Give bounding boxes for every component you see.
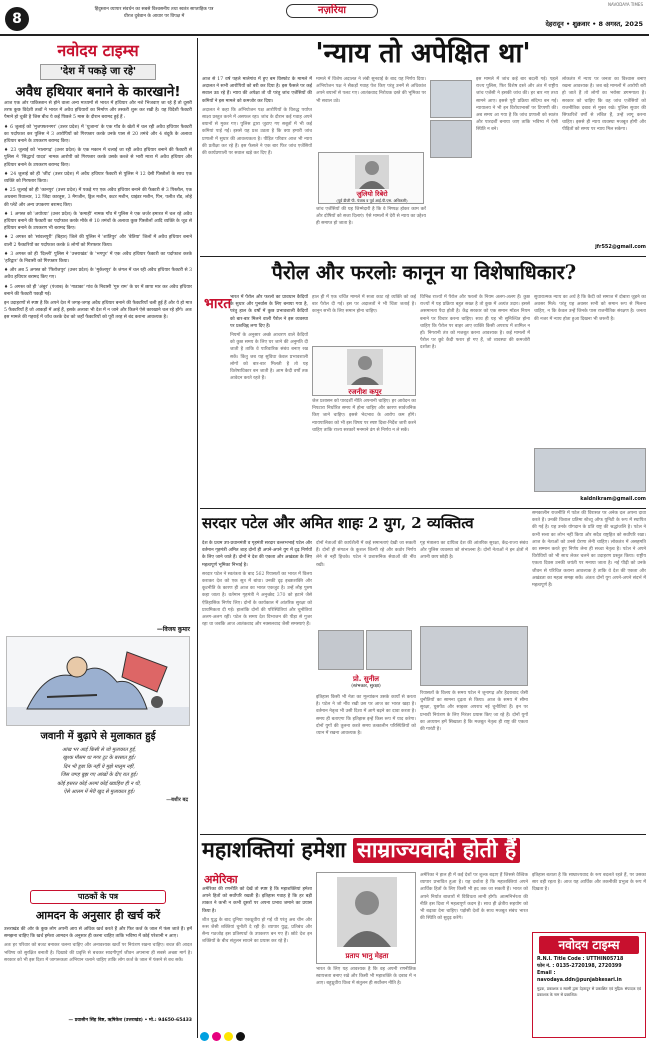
registration-dot <box>236 1032 245 1041</box>
patel-headline: सरदार पटेल और अमित शाहः 2 युग, 2 व्यक्तित्व <box>202 514 474 532</box>
top-author-desc: (पूर्व डीजी पी. पंजाब व पूर्व आई.पी.एस. अधिकारी) <box>336 198 408 203</box>
imprint-line: Email : navodaya.ddn@punjabkesari.in <box>537 971 622 983</box>
author-photo <box>347 349 383 385</box>
top-photo-1 <box>430 80 472 118</box>
editorial-item: ♦ 2 अगस्त को 'सांवलपुरी' (बिहार) जिले की पुलिस ने 'शांतिपुर' और 'बेतिया' जिलों में अवैध हथियार बनाने वाली 2 फैक्टरियों का पर्दाफाश करके 8 लोगों को गिरफ्तार किया। <box>4 235 192 248</box>
author-photo <box>337 877 397 947</box>
bottom-headline <box>202 836 646 866</box>
poem-line: खुश्क मौसम था मगर टूट के बरसात हुई। <box>62 755 136 762</box>
patel-body-col2: दोनों नेताओं की कार्यशैली में कई समानताएं देखी जा सकती हैं। दोनों ही संगठन के कुशल शिल्पी रहे और कठोर निर्णय लेने से नहीं हिचके। पटेल ने प्रशासनिक सेवाओं की नींव रखी। <box>316 541 416 568</box>
mid-photo <box>534 448 646 492</box>
section-rule <box>200 256 646 257</box>
imprint-line: फोन नं. : 0135-2720198, 2720399 <box>537 964 622 969</box>
mid-body-col3: विभिन्न राज्यों में पैरोल और फरलो के नियम अलग-अलग हैं। कुछ राज्यों में यह प्रक्रिया बहुत सख्त है तो कुछ में अत्यंत उदार। इससे असमानता पैदा होती है। केंद्र सरकार को एक समान मॉडल नियम बनाने पर विचार करना चाहिए। साथ ही यह भी सुनिश्चित होना चाहिए कि पैरोल पर बाहर आए व्यक्ति किसी अपराध में शामिल न हों। निगरानी तंत्र को मजबूत करना आवश्यक है। कई मामलों में पैरोल पर छूटे कैदी फरार हो गए हैं, जो व्यवस्था की कमजोरी दर्शाता है। <box>420 295 530 351</box>
mid-body-col4: सुधारात्मक न्याय का अर्थ है कि कैदी को समाज में दोबारा जुड़ने का अवसर मिले। परंतु यह अवसर सभी को समान रूप से मिलना चाहिए, न कि केवल उन्हें जिनके पास राजनीतिक संरक्षण है। जनता की नजर में न्याय होता हुआ दिखना भी जरूरी है। <box>534 295 646 322</box>
editorial-signoff: —विजय कुमार <box>156 626 190 633</box>
author-photo <box>355 155 389 189</box>
mid-email: kaldnikram@gmail.com <box>580 496 646 502</box>
mid-author-box <box>312 346 416 396</box>
poem-line: कोई हसरत कोई अरमां कोई ख्वाहिश ही न थी, <box>57 780 141 787</box>
bottom-headline-red: साम्राज्यवादी होती हैं <box>353 838 520 863</box>
poem-line: ऐसे आलम में मेरी खुद से मुलाकात हुई। <box>63 789 135 796</box>
patel-body-col4: समकालीन राजनीति में पटेल की विरासत पर अनेक दल अपना दावा करते हैं। उनकी विशाल प्रतिमा स्टैच्यू ऑफ यूनिटी के रूप में स्थापित की गई है। यह उनके योगदान के प्रति राष्ट्र की श्रद्धांजलि है। पटेल ने कभी सत्ता का लोभ नहीं किया और सदैव राष्ट्रहित को सर्वोपरि रखा। आज के नेताओं को उनसे प्रेरणा लेनी चाहिए। लोकतंत्र में असहमति का सम्मान करते हुए निर्णय लेना ही सच्चा नेतृत्व है। पटेल ने अपने विरोधियों को भी साथ लेकर चलने का उदाहरण प्रस्तुत किया। राष्ट्रीय एकता दिवस उनकी जयंती पर मनाया जाता है। नई पीढ़ी को उनके जीवन से परिचित कराना आवश्यक है ताकि वे देश की एकता और अखंडता का महत्व समझ सकें। अंततः दोनों युग अपने-अपने संदर्भ में महत्वपूर्ण हैं। <box>532 511 646 589</box>
letter-body: उत्तराखंड की ओर के कुछ लोग अपनी आय से अधिक खर्च करते हैं और फिर कर्ज के जाल में फंस जाते हैं। हमें समझना चाहिए कि खर्च हमेशा आमदन के अनुसार ही करना चाहिए ताकि भविष्य में कोई परेशानी न आए। अतः हर परिवार को बजट बनाकर चलना चाहिए और अनावश्यक खर्चों पर नियंत्रण रखना चाहिए। बचत की आदत भविष्य को सुरक्षित बनाती है। दिखावे की प्रवृत्ति से बचकर सादगीपूर्ण जीवन अपनाना ही सबसे अच्छा मार्ग है। सरकार को भी इस दिशा में जागरूकता अभियान चलाने चाहिए ताकि लोग कर्ज के जाल में फंसने से बच सकें। <box>4 927 192 963</box>
top-author-box <box>318 152 424 204</box>
editorial-kicker: 'देश में पकड़े जा रहे' <box>40 64 156 80</box>
poem <box>10 746 188 805</box>
top-headline: 'न्याय तो अपेक्षित था' <box>315 38 531 69</box>
mid-author-name: रजनीश कपूर <box>348 388 382 396</box>
paper-name-small: NAVODAYA TIMES <box>607 2 643 7</box>
registration-dot <box>224 1032 233 1041</box>
bottom-headline-black: महाशक्तियां हमेशा <box>202 838 346 863</box>
page-header <box>0 0 649 36</box>
bottom-dropcap: अमेरिका <box>204 873 238 886</box>
top-body-col2: मामले में विशेष अदालत ने लंबी सुनवाई के बाद यह निर्णय दिया। अभियोजन पक्ष ने सैकड़ों गवाह पेश किए परंतु उनमें से अधिकांश अपने बयानों से पलट गए। आतंकवाद निरोधक दस्ते की भूमिका पर भी सवाल उठे। <box>316 77 426 104</box>
editorial-conclusion: इन उदाहरणों से स्पष्ट है कि अपने देश में जगह-जगह अवैध हथियार बनाने की फैक्टरियाँ चली हुई हैं और ये हो मात्र 5 फैक्टरियाँ हैं जो आकड़ों में आई हैं, इसके अलावा भी देश में न जाने और कितने ऐसे कारखाने चल रहे होंगे। अतः इस मामले की गहराई में जाँच करके देश को जहाँ फैक्टरियों को पूरी तरह से बंद कराना आवश्यक है। <box>4 301 192 321</box>
patel-body-col2b: इतिहास किसी भी नेता का मूल्यांकन उसके कार्यों से करता है। पटेल ने जो नींव रखी उस पर आज का भारत खड़ा है। वर्तमान नेतृत्व भी उसी दिशा में आगे बढ़ने का दावा करता है। समय ही बताएगा कि इतिहास इन्हें किस रूप में याद करेगा। दोनों युगों की तुलना करते समय तत्कालीन परिस्थितियों को ध्यान में रखना आवश्यक है। <box>316 695 416 737</box>
mid-body-col2: हाल ही में एक चर्चित मामले में सजा काट रहे व्यक्ति को कई बार पैरोल दी गई। इस पर अदालतों ने भी चिंता जताई है। कानून सभी के लिए समान होना चाहिए। <box>312 295 416 315</box>
top-email: jfr552@gmail.com <box>595 244 646 250</box>
editorial-headline: अवैध हथियार बनाने के कारखाने! <box>15 84 181 100</box>
cartoon-illustration <box>7 637 190 726</box>
column-rule <box>197 38 198 1038</box>
bottom-body-col4: इतिहास बताता है कि साम्राज्यवाद के रूप बदलते रहते हैं, पर उसका सार वही रहता है। आज यह आर्थिक और तकनीकी प्रभुत्व के रूप में दिखता है। <box>532 873 646 893</box>
editorial-intro: आज एक ओर पाकिस्तान से होने वाला अन्य माध्यमों से भारत में हथियार और नशे भिजवाए जा रहे हैं तो दूसरी तरफ कुछ विदेशी तत्वों ने भारत में अवैध हथियारों का निर्माण और तस्करी शुरू कर रखी है। यह विदेशी फैक्टरी पैमाने हो चुकी है जिस बीच ये कई पिछले 5 मास के दौरान बरामद हुई हैं : <box>4 101 192 121</box>
imprint-line: R.N.I. Title Code : UTTHIN05718 <box>537 957 624 962</box>
top-body-col1: आज से 17 वर्ष पहले मालेगांव में हुए बम विस्फोट के मामले में अदालत ने सभी आरोपियों को बरी कर दिया है। इस फैसले पर कई सवाल उठ रहे हैं। न्याय की अपेक्षा तो थी परंतु जांच एजेंसियों की कमियों ने इस मामले को कमजोर कर दिया। अदालत ने कहा कि अभियोजन पक्ष आरोपियों के विरुद्ध पर्याप्त साक्ष्य प्रस्तुत करने में असफल रहा। जांच के दौरान कई गवाह अपने बयानों से मुकर गए। पुलिस द्वारा जुटाए गए सबूतों में भी कई कमियां पाई गईं। इससे यह प्रश्न उठता है कि क्या हमारी जांच प्रणाली में सुधार की आवश्यकता है। पीड़ित परिवार आज भी न्याय की प्रतीक्षा कर रहे हैं। इस फैसले ने एक बार फिर जांच एजेंसियों की कार्यप्रणाली पर सवाल खड़े कर दिए हैं। <box>202 77 312 157</box>
imprint-small: मुद्रक, प्रकाशक व स्वामी द्वारा देहरादून से प्रकाशित एवं मुद्रित। संपादक एवं प्रकाशक के नाम से प्रकाशित। <box>537 986 641 997</box>
patel-body-col3b: रियासतों के विलय के समय पटेल ने जूनागढ़ और हैदराबाद जैसी चुनौतियों का सामना दृढ़ता से किया। आज के समय में सीमा सुरक्षा, घुसपैठ और साइबर अपराध नई चुनौतियां हैं। इन पर प्रभावी नियंत्रण के लिए निरंतर प्रयास किए जा रहे हैं। दोनों युगों का अध्ययन हमें सिखाता है कि मजबूत नेतृत्व ही राष्ट्र की एकता की गारंटी है। <box>420 691 528 733</box>
letters-header: पाठकों के पत्र <box>30 890 166 904</box>
bottom-author-photo <box>316 872 416 964</box>
cartoon-caption: जवानी में बुढ़ापे से मुलाकात हुई <box>40 731 156 742</box>
editorial-body <box>4 100 192 612</box>
patel-author-name: प्रो. सुनील <box>352 675 380 683</box>
patel-body-col3: गृह मंत्रालय का दायित्व देश की आंतरिक सुरक्षा, केंद्र-राज्य संबंध और पुलिस व्यवस्था को संभालना है। दोनों नेताओं ने इन क्षेत्रों में अपनी छाप छोड़ी है। <box>420 541 528 561</box>
section-label: नज़रिया <box>286 4 378 18</box>
imprint-box <box>532 932 646 1038</box>
top-author-name: जुलियो रिबेरो <box>356 190 388 198</box>
dateline: देहरादून • शुक्रवार • 8 अगस्त, 2025 <box>545 20 643 28</box>
cartoon <box>6 636 190 726</box>
patel-photo-3 <box>420 626 528 686</box>
masthead-logo: नवोदय टाइम्स <box>57 41 139 60</box>
patel-author-desc: (स्तंभकार, सुरक्षा) <box>351 684 381 689</box>
editorial-item: ♦ 5 अगस्त को ही 'अंबुर' (पंजाब) के 'गाडाका' गांव के निवासी 'गुरु राम' के घर में छापा मार कर अवैध हथियार बनाने की फैक्टरी पकड़ी गई। <box>4 284 192 297</box>
bottom-author-name: प्रताप भानु मेहता <box>345 952 389 960</box>
top-photo-2 <box>430 120 472 158</box>
editorial-item: ♦ 6 जुलाई को 'मुजफ्फरनगर' (उत्तर प्रदेश) में 'थुजाना' के एक गाँव के खेतों में चल रही अवैध हथियार फैक्टरी का पर्दाफाश कर पुलिस ने 3 आरोपियों को गिरफ्तार करके उनके पास से 20 तमंचे और 4 बंदूकें के अलावा हथियार बनाने के उपकरण बरामद किए। <box>4 124 192 145</box>
poem-signoff: —बशीर बद्र <box>166 797 188 804</box>
page-number-badge: 8 <box>5 7 29 31</box>
imprint-logo: नवोदय टाइम्स <box>539 936 639 954</box>
patel-photo-1 <box>318 630 364 670</box>
mid-headline: पैरोल और फरलोः कानून या विशेषाधिकार? <box>271 261 577 284</box>
editorial-item: ♦ 24 जुलाई को ही 'जींद' (उत्तर प्रदेश) में अवैध हथियार फैक्टरी से पुलिस ने 12 देसी पिस्तौलों के साथ एक व्यक्ति को गिरफ्तार किया। <box>4 171 192 185</box>
poem-line: दिन भी डूबा कि नहीं ये मुझे मालूम नहीं, <box>63 763 135 770</box>
section-rule <box>200 834 646 835</box>
mid-dropcap: भारत <box>204 296 232 312</box>
editorial-item: ♦ 1 अगस्त को 'अयोध्या' (उत्तर प्रदेश) के 'कमाही' नामक गाँव में पुलिस ने एक जर्जर इमारत में चल रहे अवैध हथियार बनाने की फैक्टरी का पर्दाफाश करके मौके से 10 तमंचों के अलावा कुछ पिस्तौलों आदि व्यक्ति के जूठ से हथियार बनाने के उपकरण भी बरामद किए। <box>4 211 192 232</box>
bottom-body-col2: भारत के लिए यह आवश्यक है कि वह अपनी रणनीतिक स्वायत्तता बनाए रखे और किसी भी महाशक्ति के दबाव में न आए। बहुध्रुवीय विश्व में संतुलन ही सर्वोत्तम नीति है। <box>316 967 416 987</box>
patel-body-col1: देश के प्रथम उप-प्रधानमंत्री व गृहमंत्री सरदार वल्लभभाई पटेल और वर्तमान गृहमंत्री अमित शाह दोनों ही अपने-अपने युग में दृढ़ निर्णयों के लिए जाने जाते हैं। दोनों ने देश की एकता और अखंडता के लिए महत्वपूर्ण भूमिका निभाई है। सरदार पटेल ने स्वतंत्रता के बाद 562 रियासतों का भारत में विलय कराकर देश को एक सूत्र में बांधा। उनकी दृढ़ इच्छाशक्ति और कूटनीति के कारण ही आज का भारत एकजुट है। उन्हें लौह पुरुष कहा जाता है। वर्तमान गृहमंत्री ने अनुच्छेद 370 को हटाने जैसे ऐतिहासिक निर्णय लिए। दोनों के कार्यकाल में आंतरिक सुरक्षा को प्राथमिकता दी गई। हालांकि दोनों की परिस्थितियां और चुनौतियां अलग-अलग रहीं। पटेल के समय देश विभाजन की पीड़ा से गुजर रहा था जबकि आज आतंकवाद और नक्सलवाद जैसी समस्याएं हैं। <box>202 541 312 628</box>
registration-dot <box>200 1032 209 1041</box>
registration-dot <box>212 1032 221 1041</box>
top-body-col3: इस मामले में जांच कई बार बदली गई। पहले राज्य पुलिस, फिर विशेष दस्ते और अंत में राष्ट्रीय जांच एजेंसी ने इसकी जांच की। हर बार नए तथ्य सामने आए। इससे पूरी प्रक्रिया संदिग्ध बन गई। न्यायालय ने भी इन विरोधाभासों पर टिप्पणी की। अब समय आ गया है कि जांच प्रणाली को स्वतंत्र और पारदर्शी बनाया जाए ताकि भविष्य में ऐसी स्थिति न बने। <box>476 77 558 133</box>
poem-line: आंख भर आई किसी से जो मुलाकात हुई, <box>61 747 136 753</box>
letter-author: — प्रवासीन सिंह बिष्ट, ऋषिकेश (उत्तराखंड) • मो.: 94650-65433 <box>68 1018 192 1023</box>
top-body-col2b: जांच एजेंसियों की यह जिम्मेदारी है कि वे निष्पक्ष होकर काम करें और दोषियों को सजा दिलाएं। ऐसे मामलों में देरी से न्याय का उद्देश्य ही समाप्त हो जाता है। <box>316 207 426 227</box>
editorial-item: ♦ 23 जुलाई को 'नालागढ़' (उत्तर प्रदेश) के एक मकान में चलाई जा रही अवैध हथियार बनाने की फैक्टरी से पुलिस ने 'सिद्धार्थ यादव' नामक आरोपी को गिरफ्तार करके उसके कब्जे से भारी मात्रा में अवैध हथियार और हथियार बनाने के उपकरण बरामद किए। <box>4 148 192 168</box>
top-body-col4: लोकतंत्र में न्याय पर जनता का विश्वास बनाए रखना आवश्यक है। जब बड़े मामलों में आरोपी बरी हो जाते हैं तो लोगों का भरोसा डगमगाता है। सरकार को चाहिए कि वह जांच एजेंसियों को राजनीतिक दबाव से मुक्त रखे। पुलिस सुधार की सिफारिशें वर्षों से लंबित हैं, उन्हें लागू करना चाहिए। इससे ही न्याय व्यवस्था मजबूत होगी और पीड़ितों को समय पर न्याय मिल सकेगा। <box>562 77 646 133</box>
left-column <box>0 38 196 1043</box>
header-tagline: हिंदुस्तान व्यापार संवर्धन का सबसे विश्वसनीय तथा स्वतंत्र साप्ताहिक पत्र धीरज दुबेवान के आधार पर विपक्ष में <box>94 7 214 19</box>
poem-line: जिस जगह बुझ गए आंखों के दीए रात हुई। <box>60 772 138 779</box>
editorial-item: ♦ 3 अगस्त को ही 'दिल्ली' पुलिस ने 'उत्तराखंड' के 'भगपुर' में एक अवैध हथियार फैक्टरी का पर्दाफाश करके 'हरिद्वार' के निवासी को गिरफ्तार किया। <box>4 251 192 265</box>
editorial-item: ♦ और अब 5 अगस्त को 'फिरोजपुर' (उत्तर प्रदेश) के 'मुर्कलपुर' के जंगल में चल रही अवैध हथियार फैक्टरी से 3 अवैध हथियार बरामद किए गए। <box>4 268 192 281</box>
mid-body-col2b: जेल प्रशासन को पारदर्शी नीति अपनानी चाहिए। हर आवेदन का निपटारा निर्धारित समय में होना चाहिए और कारण सार्वजनिक किए जाने चाहिए। इससे भेदभाव के आरोप कम होंगे। न्यायपालिका को भी इस विषय पर स्पष्ट दिशा-निर्देश जारी करने चाहिए ताकि राज्य सरकारें मनमाने ढंग से निर्णय न ले सकें। <box>312 399 416 433</box>
letter-title: आमदन के अनुसार ही खर्च करें <box>35 909 161 922</box>
patel-photo-2 <box>366 630 412 670</box>
editorial-item: ♦ 25 जुलाई को ही 'कानपुर' (उत्तर प्रदेश) में पकड़े गए एक अवैध हथियार बनाने की फैक्टरी से 3 पिस्तौल, एक अधबना रिवाल्वर, 12 जिंदा कारतूस, 3 मैगजीन, ड्रिल मशीन, कटर मशीन, ग्राइंडर मशीन, पिन, पलीत रॉड, लोहे की प्लेटें और अन्य उपकरण बरामद किए। <box>4 188 192 208</box>
bottom-body-col1: अमेरिका की रणनीति को देखें तो स्पष्ट है कि महाशक्तियां हमेशा अपने हितों को सर्वोपरि रखती हैं। इतिहास गवाह है कि हर बड़ी ताकत ने कभी न कभी दूसरों पर अपना प्रभाव जमाने का प्रयास किया है। शीत युद्ध के बाद दुनिया एकध्रुवीय हो गई थी परंतु अब चीन और रूस जैसी शक्तियां चुनौती दे रही हैं। व्यापार युद्ध, प्रतिबंध और सैन्य गठजोड़ इस प्रतिस्पर्धा के उपकरण बन गए हैं। छोटे देश इन शक्तियों के बीच संतुलन साधने का प्रयास कर रहे हैं। <box>202 887 312 945</box>
mid-body-col1: भारत में पैरोल और फरलो का प्रावधान कैदियों के सुधार और पुनर्वास के लिए बनाया गया है, परंतु हाल के वर्षों में कुछ प्रभावशाली कैदियों को बार-बार मिलने वाली पैरोल ने इस व्यवस्था पर प्रश्नचिह्न लगा दिए हैं। नियमों के अनुसार अच्छे आचरण वाले कैदियों को कुछ समय के लिए घर जाने की अनुमति दी जाती है ताकि वे पारिवारिक संबंध बनाए रख सकें। किंतु जब यह सुविधा केवल प्रभावशाली लोगों को बार-बार मिलती है तो यह विशेषाधिकार बन जाती है। आम कैदी वर्षों तक आवेदन करते रहते हैं। <box>230 295 308 382</box>
bottom-body-col3: अमेरिका ने हाल ही में कई देशों पर शुल्क बढ़ाए हैं जिससे वैश्विक व्यापार प्रभावित हुआ है। यह दर्शाता है कि महाशक्तियां अपने आर्थिक हितों के लिए किसी भी हद तक जा सकती हैं। भारत को अपने निर्यात बाजारों में विविधता लानी होगी। आत्मनिर्भरता की नीति इस दिशा में महत्वपूर्ण कदम है। साथ ही क्षेत्रीय सहयोग को भी बढ़ावा देना चाहिए। पड़ोसी देशों के साथ मजबूत संबंध भारत की स्थिति को सुदृढ़ करेंगे। <box>420 873 528 922</box>
section-rule <box>200 508 646 509</box>
